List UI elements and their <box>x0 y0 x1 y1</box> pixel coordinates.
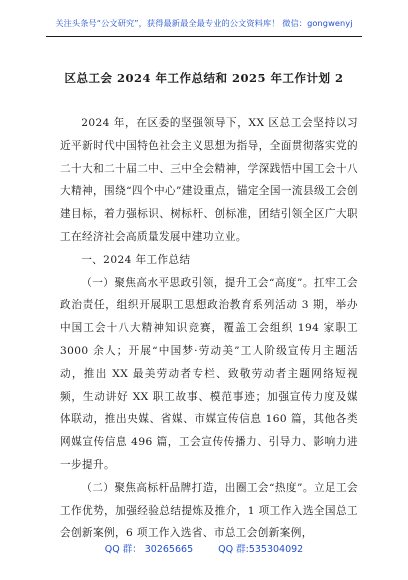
section-heading: 一、2024 年工作总结 <box>81 253 191 266</box>
header-note: 关注头条号“公文研究”，获得最新最全最专业的公文资料库！ 微信：gongwenyj <box>55 18 353 28</box>
footer-contact <box>0 541 408 555</box>
paragraph-intro: 2024 年，在区委的坚强领导下，XX 区总工会坚持以习近平新时代中国特色社会主义思想为指导，全面贯彻落实党的二十大和二十届二中、三中全会精神，学深践悟中国工会十八大精神，围绕“四个中心”建设重点，锚定全国一流县级工会创建目标，着力强标识、树标杆、创标准，团结引领全区广大职工在经济社会高质量发展中建功立业。 <box>60 117 358 243</box>
document-body <box>60 112 358 545</box>
document-title: 区总工会 2024 年工作总结和 2025 年工作计划 2 <box>64 71 344 85</box>
paragraph-item-1: （一）聚焦高水平思政引领，提升工会“高度”。扛牢工会政治责任，组织开展职工思想政治教育系列活动 3 期，举办中国工会十八大精神知识竞赛，覆盖工会组织 194 家职工 3000 余人；开展“中国梦·劳动美”工人阶级宣传月主题活动，推出 XX 最美劳动者专栏、致敬劳动者主题网络短视频，生动讲好 XX 职工故事、模范事迹；加强宣传力度及媒体联动，推出央媒、省媒、市媒宣传信息 160 篇，其他各类网媒宣传信息 496 篇，工会宣传传播力、引导力、影响力进一步提升。 <box>60 276 358 471</box>
footer-qq-group-2: QQ 群:535304092 <box>218 544 304 555</box>
footer-qq-group-1: QQ 群： 30265665 <box>104 544 194 555</box>
header-divider <box>46 36 362 37</box>
paragraph-item-2: （二）聚焦高标杆品牌打造，出圈工会“热度”。立足工会工作优势，加强经验总结提炼及推介，1 项工作入选全国总工会创新案例，6 项工作入选省、市总工会创新案例， <box>60 481 358 540</box>
